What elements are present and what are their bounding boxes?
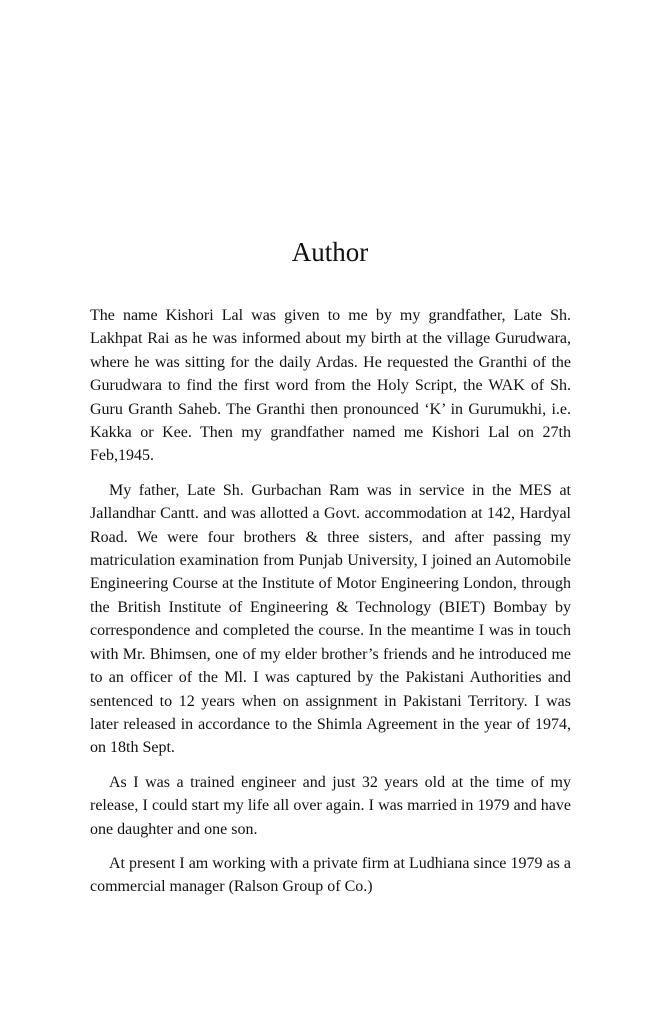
paragraph-family-career: My father, Late Sh. Gurbachan Ram was in service in the MES at Jallandhar Cantt. and was allotted a Govt. accommodation at 142, Hardyal Road. We were four brothers & three sisters, and after passing my matriculation examination from Punjab University, I joined an Automobile Engineering Course at the Institute of Motor Engineering London, through the British Institute of Engineering & Technology (BIET) Bombay by correspondence and completed the course. In the meantime I was in touch with Mr. Bhimsen, one of my elder brother’s friends and he introduced me to an officer of the Ml. I was captured by the Pakistani Authorities and sentenced to 12 years when on assignment in Pakistani Territory. I was later released in accordance to the Shimla Agreement in the year of 1974, on 18th Sept. [90,481,571,757]
paragraph-present-work: At present I am working with a private firm at Ludhiana since 1979 as a commercial manager (Ralson Group of Co.) [90,854,571,896]
paragraph-release-marriage: As I was a trained engineer and just 32 years old at the time of my release, I could start my life all over again. I was married in 1979 and have one daughter and one son. [90,773,571,838]
author-bio [90,304,571,910]
paragraph-name-origin: The name Kishori Lal was given to me by my grandfather, Late Sh. Lakhpat Rai as he was informed about my birth at the village Gurudwara, where he was sitting for the daily Ardas. He requested the Granthi of the Gurudwara to find the first word from the Holy Script, the WAK of Sh. Guru Granth Saheb. The Granthi then pronounced ‘K’ in Gurumukhi, i.e. Kakka or Kee. Then my grandfather named me Kishori Lal on 27th Feb,1945. [90,307,571,465]
page-title: Author [291,237,369,267]
